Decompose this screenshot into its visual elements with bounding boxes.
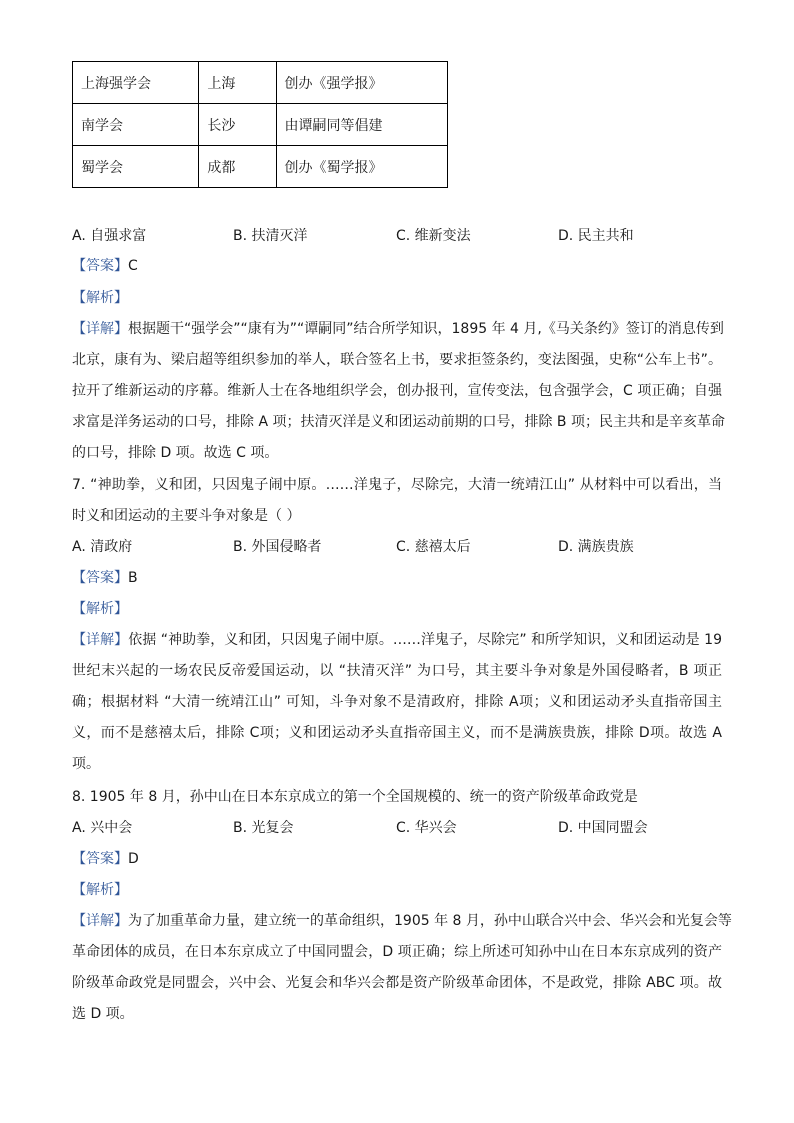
- q6-detail: [72, 314, 725, 469]
- table-row: [73, 62, 448, 104]
- answer-value: D: [128, 851, 139, 867]
- detail-line: 拉开了维新运动的序幕。维新人士在各地组织学会，创办报刊，宣传变法，包含强学会，C 项正确；自强: [72, 383, 722, 399]
- table-cell: 南学会: [73, 104, 199, 146]
- detail-line: 北京，康有为、梁启超等组织参加的举人，联合签名上书，要求拒签条约，变法图强，史称“公车上书”。: [72, 352, 722, 368]
- option-b: B. 光复会: [233, 820, 294, 836]
- option-a: A. 兴中会: [72, 820, 133, 836]
- detail-line: 义，而不是慈禧太后，排除 C项；义和团运动矛头直指帝国主义，而不是满族贵族，排除 D项。故选 A: [72, 725, 722, 741]
- option-c: C. 华兴会: [396, 820, 457, 836]
- table-cell: 创办《蜀学报》: [276, 146, 447, 188]
- answer-value: B: [128, 570, 138, 586]
- option-d: D. 满族贵族: [558, 539, 634, 555]
- option-d: D. 中国同盟会: [558, 820, 648, 836]
- table-row: [73, 146, 448, 188]
- q7-stem: [72, 470, 722, 532]
- q7-answer: [72, 568, 138, 588]
- stem-line: 7. “神助拳，义和团，只因鬼子闹中原。……洋鬼子，尽除完，大清一统靖江山” 从材料中可以看出，当: [72, 477, 722, 493]
- answer-value: C: [128, 258, 138, 274]
- table-cell: 上海: [199, 62, 276, 104]
- table-cell: 蜀学会: [73, 146, 199, 188]
- table-cell: 成都: [199, 146, 276, 188]
- detail-text: 依据 “神助拳，义和团，只因鬼子闹中原。……洋鬼子，尽除完” 和所学知识，义和团运动是 19: [128, 632, 722, 648]
- detail-tag: 【详解】: [72, 321, 128, 337]
- detail-line: [72, 625, 722, 656]
- q6-answer: [72, 256, 138, 276]
- detail-line: 革命团体的成员，在日本东京成立了中国同盟会，D 项正确；综上所述可知孙中山在日本东京成列的资产: [72, 944, 722, 960]
- option-b: B. 外国侵略者: [233, 539, 322, 555]
- stem-line: 时义和团运动的主要斗争对象是（ ）: [72, 508, 301, 524]
- option-b: B. 扶清灭洋: [233, 228, 308, 244]
- detail-line: 世纪末兴起的一场农民反帝爱国运动，以 “扶清灭洋” 为口号，其主要斗争对象是外国侵略者，B 项正: [72, 663, 722, 679]
- q8-stem: 8. 1905 年 8 月，孙中山在日本东京成立的第一个全国规模的、统一的资产阶级革命政党是: [72, 789, 638, 805]
- detail-tag: 【详解】: [72, 913, 128, 929]
- answer-tag: 【答案】: [72, 570, 128, 586]
- detail-line: [72, 314, 722, 345]
- detail-text: 根据题干“强学会”“康有为”“谭嗣同”结合所学知识，1895 年 4 月,《马关条约》签订的消息传到: [128, 321, 724, 337]
- q8-detail: [72, 906, 732, 1030]
- q6-analysis-tag: 【解析】: [72, 290, 128, 306]
- table-cell: 创办《强学报》: [276, 62, 447, 104]
- study-societies-table: [72, 61, 448, 188]
- q8-answer: [72, 849, 139, 869]
- q8-analysis-tag: 【解析】: [72, 882, 128, 898]
- detail-line: [72, 906, 732, 937]
- detail-line: 求富是洋务运动的口号，排除 A 项；扶清灭洋是义和团运动前期的口号，排除 B 项；民主共和是辛亥革命: [72, 414, 725, 430]
- table-cell: 上海强学会: [73, 62, 199, 104]
- detail-line: 项。: [72, 756, 100, 772]
- table-cell: 由谭嗣同等倡建: [276, 104, 447, 146]
- option-c: C. 维新变法: [396, 228, 471, 244]
- option-c: C. 慈禧太后: [396, 539, 471, 555]
- table-row: [73, 104, 448, 146]
- option-a: A. 自强求富: [72, 228, 147, 244]
- detail-tag: 【详解】: [72, 632, 129, 648]
- detail-line: 选 D 项。: [72, 1006, 134, 1022]
- table-cell: 长沙: [199, 104, 276, 146]
- option-a: A. 清政府: [72, 539, 133, 555]
- answer-tag: 【答案】: [72, 258, 128, 274]
- option-d: D. 民主共和: [558, 228, 634, 244]
- q7-detail: [72, 625, 722, 780]
- detail-line: 确；根据材料 “大清一统靖江山” 可知，斗争对象不是清政府，排除 A项；义和团运动矛头直指帝国主: [72, 694, 722, 710]
- detail-text: 为了加重革命力量，建立统一的革命组织，1905 年 8 月，孙中山联合兴中会、华兴会和光复会等: [128, 913, 732, 929]
- detail-line: 阶级革命政党是同盟会，兴中会、光复会和华兴会都是资产阶级革命团体，不是政党，排除 ABC 项。故: [72, 975, 722, 991]
- answer-tag: 【答案】: [72, 851, 128, 867]
- q7-analysis-tag: 【解析】: [72, 601, 128, 617]
- detail-line: 的口号，排除 D 项。故选 C 项。: [72, 445, 279, 461]
